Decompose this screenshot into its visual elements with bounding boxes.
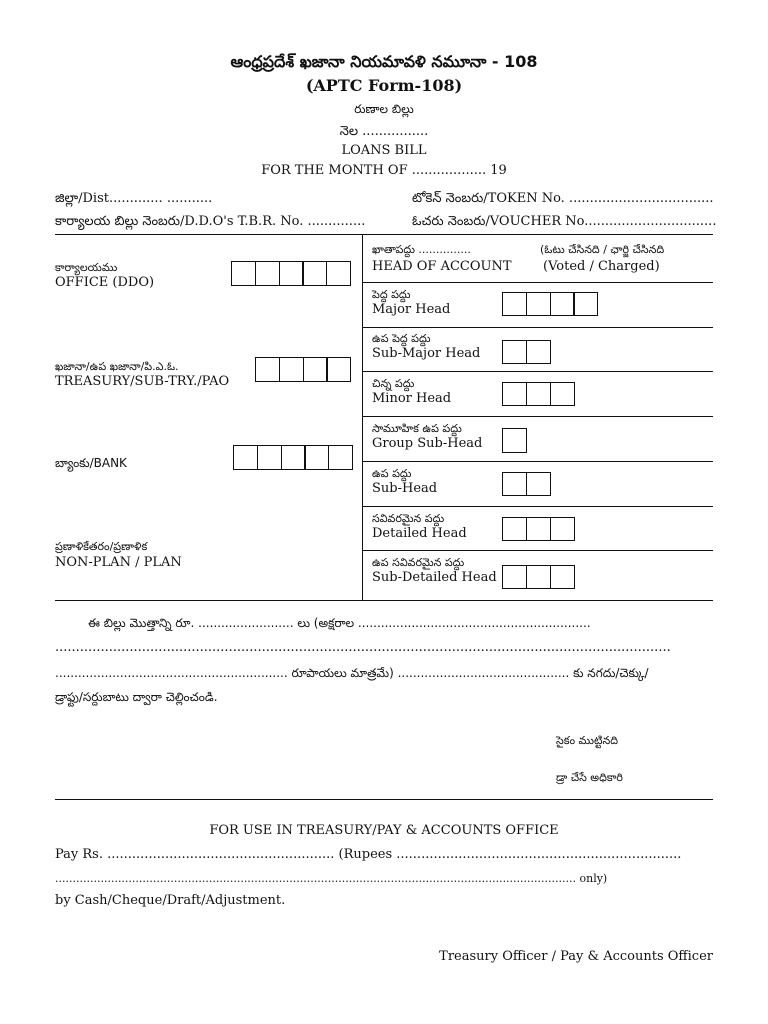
- code-digit-box[interactable]: [281, 445, 306, 470]
- treasury-label-telugu: ఖజానా/ఉప ఖజానా/పి.ఎ.ఓ.: [55, 360, 179, 373]
- voucher-field[interactable]: ఓచరు నెంబరు/VOUCHER No................................: [412, 214, 717, 229]
- code-digit-box[interactable]: [502, 517, 527, 541]
- subtitle-telugu: రుణాల బిల్లు: [354, 102, 414, 116]
- code-digit-box[interactable]: [302, 261, 327, 286]
- sub-detailed-head-label: [372, 556, 497, 586]
- minor-head-telugu: చిన్న పద్దు: [372, 377, 415, 390]
- sub-major-head-telugu: ఉప పెద్ద పద్దు: [372, 332, 431, 345]
- code-digit-box[interactable]: [526, 472, 551, 496]
- bank-label: బ్యాంకు/BANK: [55, 456, 127, 470]
- sub-head-telugu: ఉప పద్దు: [372, 467, 412, 480]
- plan-label-telugu: ప్రణాళికేతరం/ప్రణాళిక: [55, 540, 148, 553]
- only-line[interactable]: ..................................................................................................................................................... only): [55, 872, 608, 885]
- code-digit-box[interactable]: [502, 292, 527, 316]
- subtitle-english: LOANS BILL: [341, 143, 427, 158]
- code-digit-box[interactable]: [233, 445, 258, 470]
- pay-rupees-line[interactable]: Pay Rs. ....................................................... (Rupees .....................................................................: [55, 847, 682, 862]
- row-rule: [362, 416, 713, 417]
- code-digit-box[interactable]: [526, 292, 551, 316]
- table-top-rule: [55, 234, 713, 235]
- detailed-head-boxes[interactable]: [502, 517, 575, 541]
- code-digit-box[interactable]: [550, 517, 575, 541]
- code-digit-box[interactable]: [502, 565, 527, 589]
- bank-code-boxes[interactable]: [233, 445, 353, 470]
- sub-major-head-boxes[interactable]: [502, 340, 551, 364]
- code-digit-box[interactable]: [502, 382, 527, 406]
- treasury-heading: FOR USE IN TREASURY/PAY & ACCOUNTS OFFICE: [209, 823, 559, 838]
- code-digit-box[interactable]: [304, 445, 329, 470]
- payment-line-3[interactable]: ............................................................. రూపాయలు మాత్రమే) ............................................. కు నగదు/చెక్కు/: [55, 666, 649, 680]
- received-label: సైకం ముట్టినది: [556, 734, 618, 747]
- code-digit-box[interactable]: [279, 261, 304, 286]
- row-rule: [362, 371, 713, 372]
- group-sub-head-label: [372, 422, 482, 452]
- code-digit-box[interactable]: [255, 261, 280, 286]
- code-digit-box[interactable]: [326, 261, 351, 286]
- code-digit-box[interactable]: [502, 472, 527, 496]
- code-digit-box[interactable]: [526, 340, 551, 364]
- detailed-head-telugu: సవివరమైన పద్దు: [372, 512, 445, 525]
- code-digit-box[interactable]: [502, 340, 527, 364]
- sub-major-head-label: [372, 332, 480, 362]
- voted-charged-english: (Voted / Charged): [543, 259, 660, 274]
- major-head-label: [372, 288, 450, 318]
- code-digit-box[interactable]: [328, 445, 353, 470]
- detailed-head-label: [372, 512, 467, 542]
- row-rule: [362, 282, 713, 283]
- minor-head-english: Minor Head: [372, 391, 452, 406]
- sub-detailed-head-boxes[interactable]: [502, 565, 575, 589]
- group-sub-head-telugu: సామూహిక ఉప పద్దు: [372, 422, 462, 435]
- treasury-code-boxes[interactable]: [255, 357, 351, 382]
- head-of-account-telugu: ఖాతాపద్దు ...............: [372, 243, 471, 256]
- major-head-boxes[interactable]: [502, 292, 598, 316]
- code-digit-box[interactable]: [257, 445, 282, 470]
- sub-head-english: Sub-Head: [372, 481, 438, 496]
- code-digit-box[interactable]: [526, 382, 551, 406]
- code-digit-box[interactable]: [502, 428, 527, 453]
- sub-major-head-english: Sub-Major Head: [372, 346, 481, 361]
- code-digit-box[interactable]: [526, 517, 551, 541]
- ddo-tbr-field[interactable]: కార్యాలయ బిల్లు నెంబరు/D.D.O's T.B.R. No. ..............: [55, 214, 366, 229]
- major-head-english: Major Head: [372, 302, 451, 317]
- payment-line-4: డ్రాఫ్టు/సర్దుబాటు ద్వారా చెల్లించండి.: [55, 690, 218, 704]
- code-digit-box[interactable]: [573, 292, 598, 316]
- sub-detailed-head-telugu: ఉప సవివరమైన పద్దు: [372, 556, 465, 569]
- payment-mode-line: by Cash/Cheque/Draft/Adjustment.: [55, 893, 286, 908]
- form-title-english: (APTC Form-108): [305, 76, 463, 95]
- group-sub-head-boxes[interactable]: [502, 428, 527, 453]
- code-digit-box[interactable]: [550, 292, 575, 316]
- code-digit-box[interactable]: [303, 357, 328, 382]
- code-digit-box[interactable]: [526, 565, 551, 589]
- major-head-telugu: పెద్ద పద్దు: [372, 288, 411, 301]
- table-divider: [362, 234, 363, 600]
- row-rule: [362, 506, 713, 507]
- month-line: FOR THE MONTH OF .................. 19: [261, 163, 507, 178]
- treasury-label-english: TREASURY/SUB-TRY./PAO: [55, 374, 230, 389]
- form-title-telugu: ఆంధ్రప్రదేశ్ ఖజానా నియమావళి నమూనా - 108: [230, 52, 538, 71]
- head-of-account-english: HEAD OF ACCOUNT: [372, 259, 512, 274]
- office-label-english: OFFICE (DDO): [55, 275, 155, 290]
- row-rule: [362, 327, 713, 328]
- code-digit-box[interactable]: [326, 357, 351, 382]
- treasury-officer-label: Treasury Officer / Pay & Accounts Officer: [439, 949, 713, 964]
- voted-charged-telugu: (ఓటు చేసినది / ఛార్జి చేసినది: [540, 243, 665, 256]
- office-code-boxes[interactable]: [231, 261, 351, 286]
- code-digit-box[interactable]: [231, 261, 256, 286]
- row-rule: [362, 550, 713, 551]
- code-digit-box[interactable]: [550, 565, 575, 589]
- table-bottom-rule: [55, 600, 713, 601]
- code-digit-box[interactable]: [279, 357, 304, 382]
- sub-head-boxes[interactable]: [502, 472, 551, 496]
- payment-line-1[interactable]: ఈ బిల్లు మొత్తాన్ని రూ. ......................... లు (అక్షరాల .............................................................: [88, 616, 591, 630]
- detailed-head-english: Detailed Head: [372, 526, 467, 541]
- sub-detailed-head-english: Sub-Detailed Head: [372, 570, 497, 585]
- dist-field[interactable]: జిల్లా/Dist............. ...........: [55, 191, 213, 206]
- month-telugu: నెల ................: [339, 124, 429, 139]
- office-label-telugu: కార్యాలయము: [55, 261, 118, 274]
- sub-head-label: [372, 467, 437, 497]
- section-rule: [55, 799, 713, 800]
- token-field[interactable]: టోకెన్ నెంబరు/TOKEN No. ...................................: [412, 191, 714, 206]
- drawing-officer-label: డ్రా చేసే అధికారి: [556, 771, 623, 784]
- payment-line-2[interactable]: .....................................................................................................................................................: [55, 640, 671, 655]
- minor-head-label: [372, 377, 451, 407]
- plan-label-english: NON-PLAN / PLAN: [55, 555, 182, 570]
- group-sub-head-english: Group Sub-Head: [372, 436, 483, 451]
- row-rule: [362, 461, 713, 462]
- minor-head-boxes[interactable]: [502, 382, 575, 406]
- code-digit-box[interactable]: [255, 357, 280, 382]
- code-digit-box[interactable]: [550, 382, 575, 406]
